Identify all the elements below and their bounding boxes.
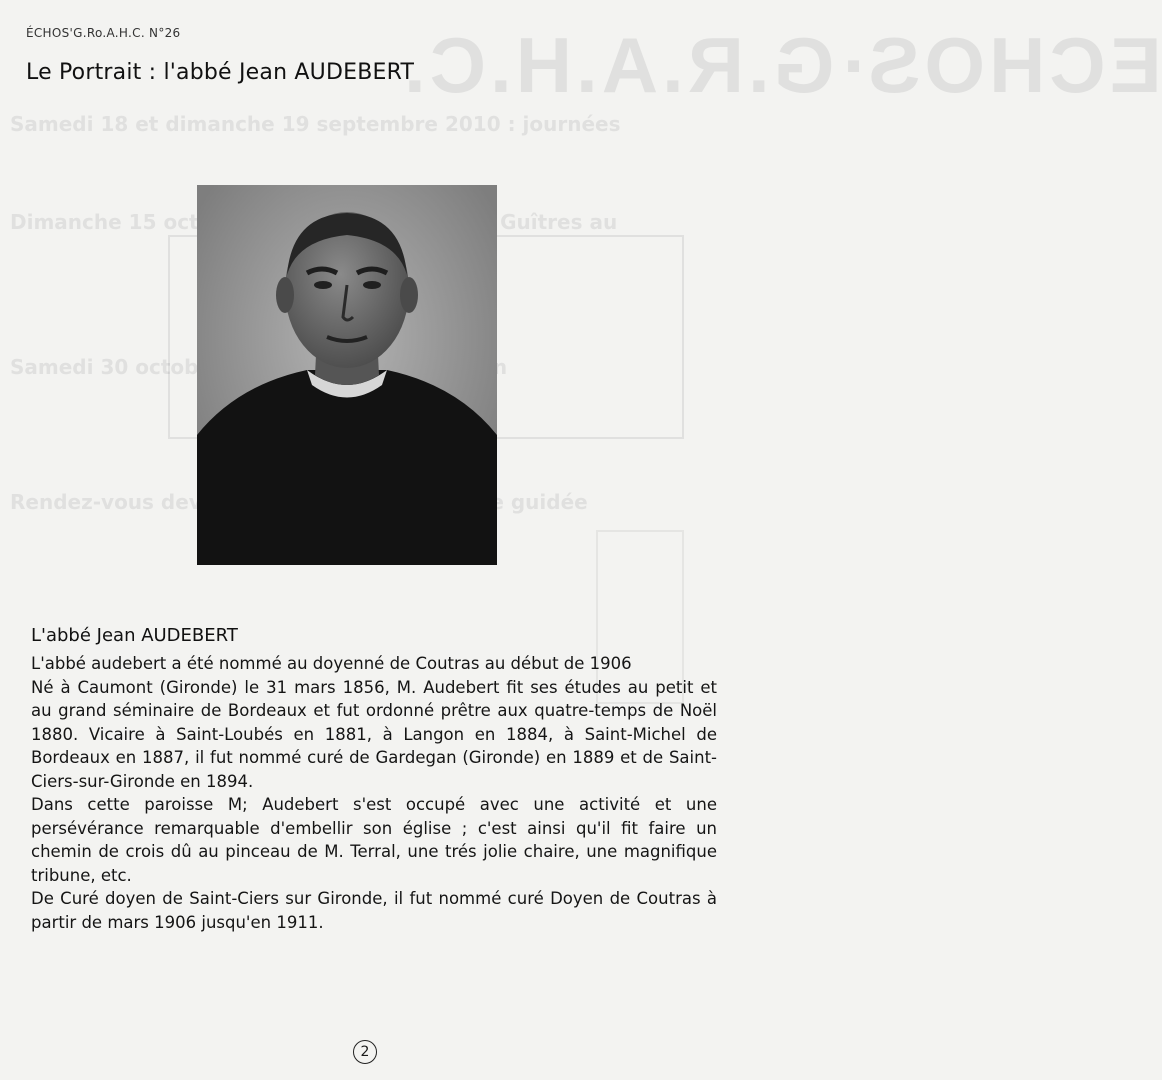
page-number: 2 xyxy=(353,1040,377,1064)
section-heading: L'abbé Jean AUDEBERT xyxy=(31,625,238,646)
show-through-masthead: ECHOS·G.R.A.H.C. xyxy=(400,21,1162,109)
biography-text xyxy=(31,652,717,934)
bio-paragraph: L'abbé audebert a été nommé au doyenné de Coutras au début de 1906 xyxy=(31,654,632,673)
show-through-line: Rendez-vous guidée xyxy=(10,490,588,514)
bio-paragraph: De Curé doyen de Saint-Ciers sur Gironde, il fut nommé curé Doyen de Coutras à partir de mars 1906 jusqu'en 1911. xyxy=(31,889,717,932)
show-through-line: Dimanche 15 Guîtres au xyxy=(10,210,618,234)
show-through-line: Samedi 30 octobre xyxy=(10,355,222,379)
page-title: Le Portrait : l'abbé Jean AUDEBERT xyxy=(26,60,415,85)
portrait-photo xyxy=(197,185,497,565)
journal-header-note: ÉCHOS'G.Ro.A.H.C. N°26 xyxy=(26,26,181,40)
show-through-line: Samedi 18 et dimanche 19 septembre 2010 : journées xyxy=(10,112,621,136)
bio-paragraph: Né à Caumont (Gironde) le 31 mars 1856, M. Audebert fit ses études au petit et au grand séminaire de Bordeaux et fut ordonné prêtre aux quatre-temps de Noël 1880. Vicaire à Saint-Loubés en 1881, à Langon en 1884, à Saint-Michel de Bordeaux en 1887, il fut nommé curé de Gardegan (Gironde) en 1889 et de Saint-Ciers-sur-Gironde en 1894. xyxy=(31,677,717,791)
bio-paragraph: Dans cette paroisse M; Audebert s'est occupé avec une activité et une persévérance remarquable d'embellir son église ; c'est ainsi qu'il fit faire un chemin de crois dû au pinceau de M. Terral, une trés jolie chaire, une magnifique tribune, etc. xyxy=(31,795,717,885)
